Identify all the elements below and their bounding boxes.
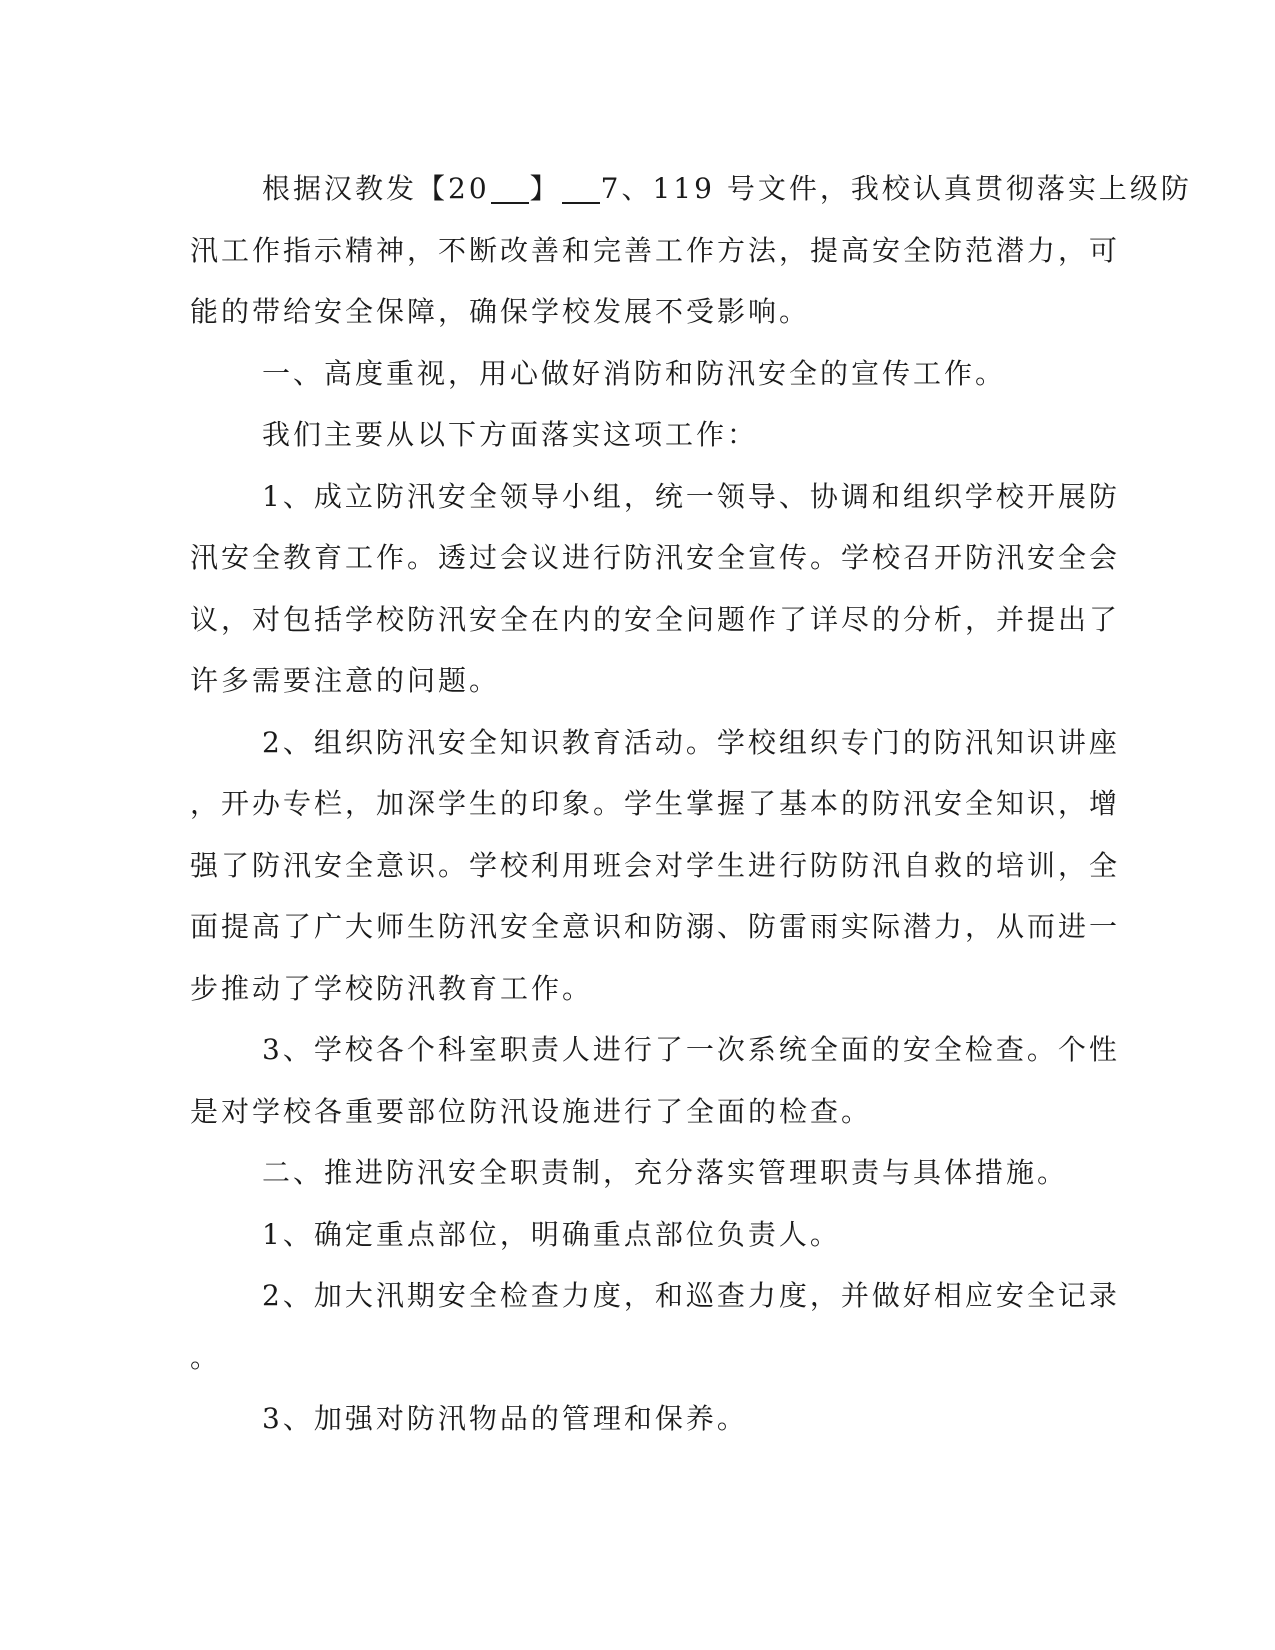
paragraph-line: 面提高了广大师生防汛安全意识和防溺、防雷雨实际潜力，从而进一 (190, 910, 1121, 943)
paragraph-line: 能的带给安全保障，确保学校发展不受影响。 (190, 295, 811, 328)
line-text-post: 7、119 号文件，我校认真贯彻落实上级防 (600, 172, 1192, 205)
paragraph-line: 议，对包括学校防汛安全在内的安全问题作了详尽的分析，并提出了 (190, 602, 1121, 636)
section-heading: 二、推进防汛安全职责制，充分落实管理职责与具体措施。 (262, 1156, 1069, 1189)
paragraph-line: ，开办专栏，加深学生的印象。学生掌握了基本的防汛安全知识，增 (190, 787, 1121, 820)
list-item: 2、组织防汛安全知识教育活动。学校组织专门的防汛知识讲座 (262, 725, 1120, 759)
document-body (190, 158, 1192, 1450)
section-heading: 一、高度重视，用心做好消防和防汛安全的宣传工作。 (262, 356, 1007, 390)
list-item: 3、加强对防汛物品的管理和保养。 (262, 1402, 748, 1435)
blank-underline (562, 172, 600, 204)
paragraph-line: 。 (190, 1340, 222, 1374)
paragraph-line: 汛安全教育工作。透过会议进行防汛安全宣传。学校召开防汛安全会 (190, 541, 1121, 574)
list-item: 1、成立防汛安全领导小组，统一领导、协调和组织学校开展防 (262, 479, 1120, 513)
paragraph-line: 我们主要从以下方面落实这项工作： (262, 418, 759, 451)
paragraph-line (190, 158, 1192, 220)
paragraph-line: 汛工作指示精神，不断改善和完善工作方法，提高安全防范潜力，可 (190, 233, 1121, 267)
line-text-pre: 根据汉教发【20 (262, 172, 490, 205)
blank-underline (491, 172, 529, 204)
list-item: 3、学校各个科室职责人进行了一次系统全面的安全检查。个性 (262, 1033, 1120, 1066)
line-text-mid: 】 (529, 172, 561, 205)
paragraph-line: 强了防汛安全意识。学校利用班会对学生进行防防汛自救的培训，全 (190, 848, 1121, 882)
list-item: 1、确定重点部位，明确重点部位负责人。 (262, 1217, 841, 1251)
list-item: 2、加大汛期安全检查力度，和巡查力度，并做好相应安全记录 (262, 1279, 1120, 1312)
paragraph-line: 步推动了学校防汛教育工作。 (190, 971, 594, 1005)
paragraph-line: 是对学校各重要部位防汛设施进行了全面的检查。 (190, 1094, 873, 1128)
paragraph-line: 许多需要注意的问题。 (190, 664, 501, 697)
